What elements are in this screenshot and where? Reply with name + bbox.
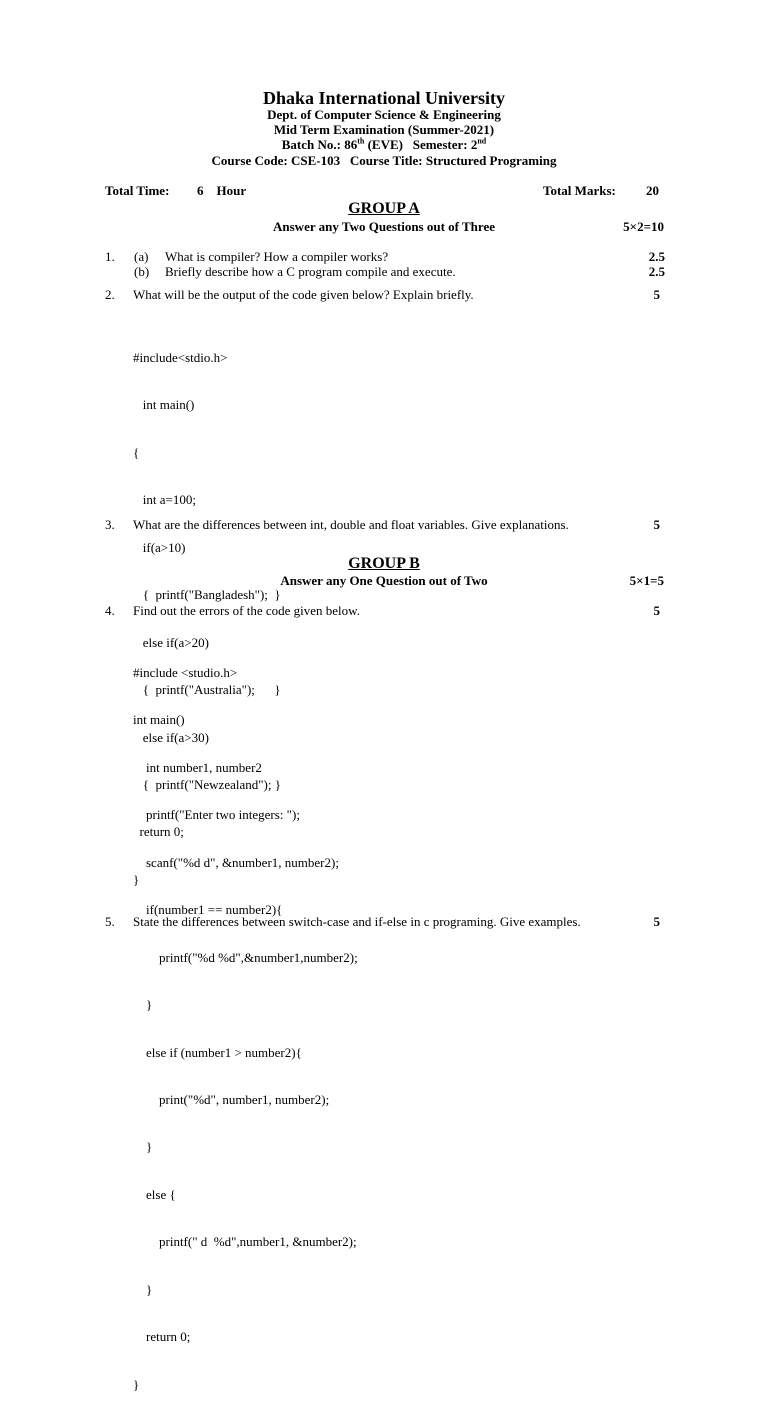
question-3-number: 3. [105, 517, 115, 532]
question-4-text: Find out the errors of the code given below. [133, 603, 360, 618]
code-line: { printf("Australia"); } [133, 682, 281, 698]
code-line: if(a>10) [133, 539, 186, 555]
question-1b-label: (b) [134, 264, 150, 279]
batch-number: Batch No.: 86 [281, 137, 358, 152]
question-4-number: 4. [105, 603, 115, 618]
code-line: { [133, 444, 140, 460]
code-line: print("%d", number1, number2); [133, 1091, 330, 1107]
question-5-number: 5. [105, 914, 115, 929]
code-line: scanf("%d d", &number1, number2); [133, 854, 339, 870]
exam-name: Mid Term Examination (Summer-2021) [273, 122, 495, 137]
code-line: } [133, 1281, 153, 1297]
course-info: Course Code: CSE-103 Course Title: Structured Programing [211, 153, 557, 168]
question-2-marks: 5 [653, 287, 660, 302]
question-5-marks: 5 [653, 914, 660, 929]
code-line: } [133, 1376, 140, 1392]
code-line: return 0; [133, 1329, 191, 1345]
code-line: else { [133, 1186, 176, 1202]
code-line: printf("Enter two integers: "); [133, 807, 300, 823]
question-1a-label: (a) [134, 249, 149, 264]
question-1b-text: Briefly describe how a C program compile and execute. [165, 264, 456, 279]
code-line: { printf("Newzealand"); } [133, 776, 281, 792]
code-line: #include<stdio.h> [133, 350, 228, 365]
code-line: int main() [133, 397, 195, 413]
total-time-label: Total Time: [105, 183, 170, 198]
code-line: else if (number1 > number2){ [133, 1044, 302, 1060]
group-b-title: GROUP B [348, 555, 420, 572]
code-line: printf(" d %d",number1, &number2); [133, 1234, 357, 1250]
question-1-number: 1. [105, 249, 115, 264]
group-a-title: GROUP A [348, 200, 420, 217]
group-b-marks: 5×1=5 [629, 573, 664, 588]
code-line: printf("%d %d",&number1,number2); [133, 949, 358, 965]
question-2-text: What will be the output of the code given below? Explain briefly. [133, 287, 474, 302]
question-5-text: State the differences between switch-case and if-else in c programing. Give examples. [133, 914, 581, 929]
question-3-text: What are the differences between int, double and float variables. Give explanations. [133, 517, 569, 532]
code-line: int number1, number2 [133, 759, 262, 775]
code-line: int main() [133, 712, 185, 728]
code-line: int a=100; [133, 492, 196, 508]
question-1b-marks: 2.5 [648, 264, 665, 279]
code-line: #include <studio.h> [133, 665, 238, 680]
batch-suffix: th [357, 136, 365, 146]
code-line: else if(a>30) [133, 729, 209, 745]
question-1a-text: What is compiler? How a compiler works? [165, 249, 389, 264]
question-4-code [133, 633, 358, 1408]
code-line: if(number1 == number2){ [133, 902, 283, 918]
code-line: } [133, 1139, 153, 1155]
code-line: } [133, 997, 153, 1013]
code-line: { printf("Bangladesh"); } [133, 587, 281, 603]
code-line: return 0; [133, 824, 184, 840]
code-line: } [133, 871, 140, 887]
total-time-value: 6 Hour [197, 183, 247, 198]
question-3-marks: 5 [653, 517, 660, 532]
group-a-instruction: Answer any Two Questions out of Three [273, 219, 495, 234]
batch-semester [0, 137, 768, 153]
question-2-number: 2. [105, 287, 115, 302]
group-b-instruction: Answer any One Question out of Two [280, 573, 488, 588]
question-1a-marks: 2.5 [648, 249, 665, 264]
university-name: Dhaka International University [262, 88, 505, 108]
total-marks-label: Total Marks: [543, 183, 616, 198]
group-a-marks: 5×2=10 [623, 219, 664, 234]
total-marks-value: 20 [646, 183, 659, 198]
question-4-marks: 5 [653, 603, 660, 618]
semester-suffix: nd [477, 136, 487, 146]
batch-semester-text: (EVE) Semester: 2 [364, 137, 478, 152]
department: Dept. of Computer Science & Engineering [267, 107, 501, 122]
code-line: else if(a>20) [133, 634, 209, 650]
